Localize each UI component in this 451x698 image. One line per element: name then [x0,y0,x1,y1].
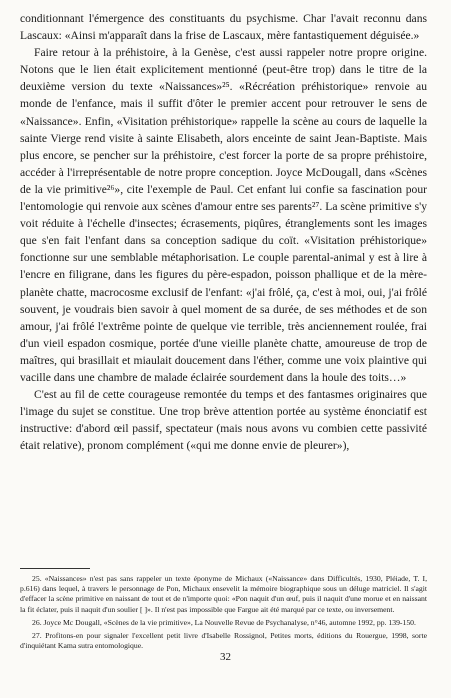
paragraph-2: Faire retour à la préhistoire, à la Genèse, c'est aussi rappeler notre propre origine. Notons que le lien était explicitement mentionné (peut-être trop) dans le titre de la deuxième version du texte «Naissances»²⁵. «Récréation préhistorique» renvoie au monde de l'enfance, mais il suffit d'ôter le premier accent pour retrouver le sens de «Naissance». Enfin, «Visitation préhistorique» rappelle la scène au cours de laquelle la sainte Vierge rend visite à sainte Elisabeth, alors enceinte de saint Jean-Baptiste. Mais plus encore, se pencher sur la préhistoire, c'est forcer la porte de sa propre préhistoire, accéder à l'irreprésentable de notre propre conception. Joyce McDougall, dans «Scènes de la vie primitive²⁶», cite l'exemple de Paul. Cet enfant lui confie sa fascination pour l'entomologie qui renvoie aux scènes d'amour entre ses parents²⁷. La scène primitive s'y voit réduite à l'échelle d'insectes; écrasements, piqûres, étranglements sont les images que s'en fait l'enfant dans sa conception sadique du coït. «Visitation préhistorique» fonctionne sur une semblable métaphorisation. Le couple parental-animal y est à lire à l'encre en filigrane, dans les figures du père-espadon, poisson phallique et de la mère-planète chatte, macrocosme exclusif de l'enfant: «j'ai frôlé, ça, c'est à moi, oui, j'ai frôlé souvent, je voudrais bien savoir à quel moment de sa durée, de ses méthodes et de son amour, j'ai frôlé l'extrême pointe de quelque vie terrible, très anciennement roulée, frai d'un vieil espadon cosmique, portée d'une vieille planète chatte, amoureuse de trop de maîtres, qui brasillait et miaulait doucement dans l'éther, comme une voix plaintive qui vacille dans une chambre de malade éclairée sourdement dans la houle des toits…» [20,46,427,384]
paragraph-3: C'est au fil de cette courageuse remontée du temps et des fantasmes originaires que l'image du sujet se constitue. Une trop brève attention portée au système énonciatif est instructive: d'abord œil passif, spectateur (mais nous avons vu combien cette passivité était relative), pronom complément («qui me donne envie de pleurer»), [20,388,427,453]
page-number: 32 [220,651,231,663]
footnote-26: 26. Joyce Mc Dougall, «Scènes de la vie primitive», La Nouvelle Revue de Psychanalyse, n°46, automne 1992, pp. 139-150. [32,617,416,627]
footnote-separator [20,568,90,569]
paragraph-1: conditionnant l'émergence des constituants du psychisme. Char l'avait reconnu dans Lascaux: «Ainsi m'apparaît dans la frise de Lascaux, mère fantastiquement déguisée.» [20,12,427,43]
footnote-27: 27. Profitons-en pour signaler l'excellent petit livre d'Isabelle Rossignol, Petites morts, éditions du Rouergue, 1998, sorte d'inquiétant Kama sutra entomologique. [20,631,427,651]
footnotes [20,574,427,654]
main-text [20,10,427,454]
footnote-25: 25. «Naissances» n'est pas sans rappeler un texte éponyme de Michaux («Naissance» dans Difficultés, 1930, Pléiade, T. I, p.616) dans lequel, à travers le personnage de Pon, Michaux ensevelit la mémoire biographique sous un déluge matriciel. Il s'agit d'effacer la scène primitive en naissant de tout et de n'importe quoi: «Pon naquit d'un œuf, puis il naquit d'une morue et en naissant la fit éclater, puis il naquit d'un soulier [ ]». Il n'est pas impossible que Fargue ait été marqué par ce texte, ou inversement. [20,574,427,614]
